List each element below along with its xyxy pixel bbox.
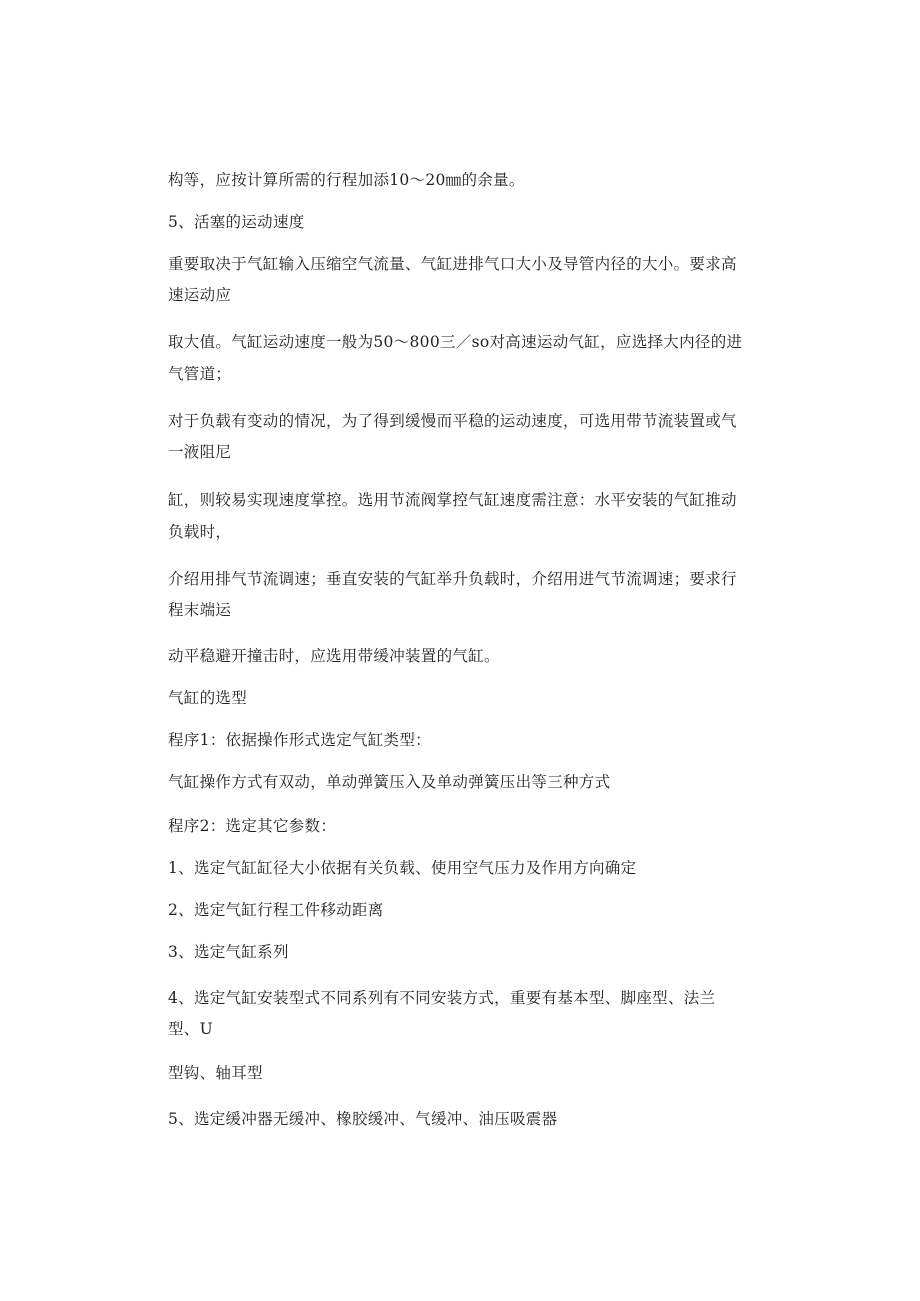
text-line: 一液阻尼 — [168, 443, 232, 461]
text-line: 负载时， — [168, 523, 232, 541]
list-item: 3、选定气缸系列 — [168, 943, 289, 961]
text-line: 速运动应 — [168, 286, 232, 304]
text-line: 程序2：选定其它参数： — [168, 817, 337, 835]
text-line: 气管道； — [168, 365, 232, 383]
text-line: 缸，则较易实现速度掌控。选用节流阀掌控气缸速度需注意：水平安装的气缸推动 — [168, 491, 737, 509]
list-item: 2、选定气缸行程工件移动距离 — [168, 901, 384, 919]
text-line: 介绍用排气节流调速；垂直安装的气缸举升负载时，介绍用进气节流调速；要求行 — [168, 570, 737, 588]
text-line: 5、活塞的运动速度 — [168, 213, 305, 231]
text-line: 程末端运 — [168, 601, 232, 619]
list-item: 5、选定缓冲器无缓冲、橡胶缓冲、气缓冲、油压吸震器 — [168, 1110, 558, 1128]
text-line: 重要取决于气缸输入压缩空气流量、气缸进排气口大小及导管内径的大小。要求高 — [168, 255, 737, 273]
text-line: 取大值。气缸运动速度一般为50～800三／so对高速运动气缸，应选择大内径的进 — [168, 333, 743, 351]
list-item: 4、选定气缸安装型式不同系列有不同安装方式，重要有基本型、脚座型、法兰 — [168, 989, 716, 1007]
section-heading: 气缸的选型 — [168, 689, 248, 707]
text-line: 动平稳避开撞击时，应选用带缓冲装置的气缸。 — [168, 647, 500, 665]
text-line: 气缸操作方式有双动，单动弹簧压入及单动弹簧压出等三种方式 — [168, 773, 611, 791]
list-item: 1、选定气缸缸径大小依据有关负载、使用空气压力及作用方向确定 — [168, 859, 637, 877]
text-line: 对于负载有变动的情况，为了得到缓慢而平稳的运动速度，可选用带节流装置或气 — [168, 412, 737, 430]
text-line: 构等，应按计算所需的行程加添10～20㎜的余量。 — [168, 171, 525, 189]
text-line: 程序1：依据操作形式选定气缸类型： — [168, 731, 431, 749]
text-line: 型、U — [168, 1020, 213, 1038]
text-line: 型钩、轴耳型 — [168, 1064, 263, 1082]
